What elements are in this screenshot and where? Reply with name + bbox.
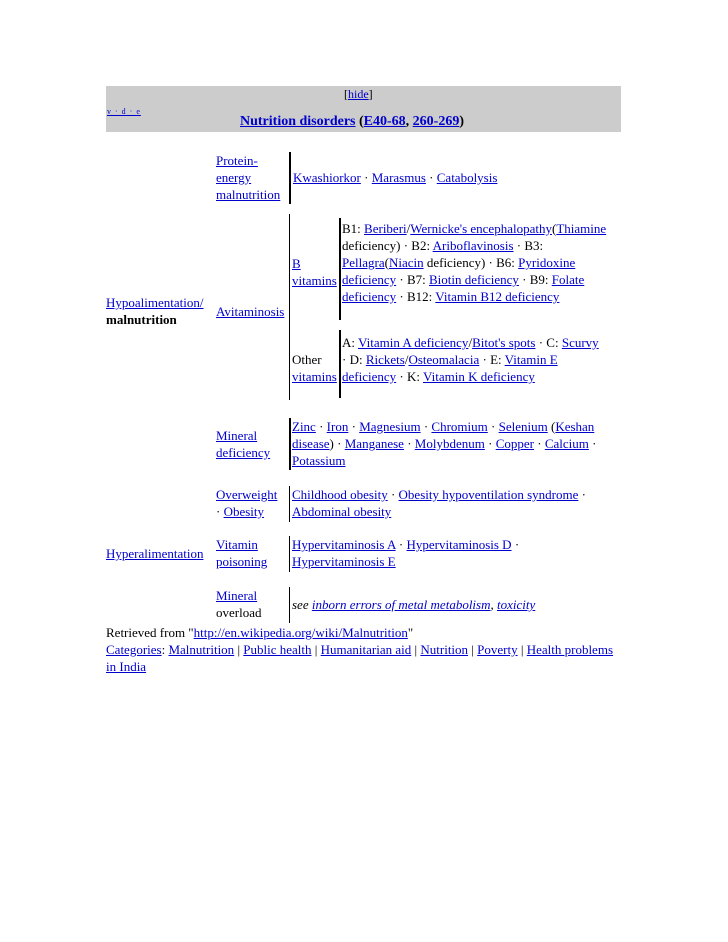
pem-list: Kwashiorkor · Marasmus · Catabolysis	[293, 170, 498, 185]
vde-links[interactable]: v · d · e	[107, 107, 141, 116]
navbox-header	[106, 86, 621, 132]
catabolysis-link[interactable]: Catabolysis	[436, 170, 498, 185]
chromium-link[interactable]: Chromium	[431, 419, 488, 434]
divider-mineral	[289, 418, 291, 470]
hypervitaminosis-a-link[interactable]: Hypervitaminosis A	[292, 537, 396, 552]
retrieved-from: Retrieved from "http://en.wikipedia.org/wiki/Malnutrition"	[106, 625, 414, 640]
divider-pem	[289, 152, 291, 204]
pem-label[interactable]: Protein- energy malnutrition	[216, 153, 281, 202]
other-vitamins-list: A: Vitamin A deficiency/Bitot's spots · C: Scurvy · D: Rickets/Osteomalacia · E: Vitamin E deficiency · K: Vitamin K deficiency	[342, 335, 599, 384]
keshan-link[interactable]: Keshan disease	[292, 419, 595, 451]
hyperalimentation-link[interactable]: Hyperalimentation	[106, 546, 204, 561]
calcium-link[interactable]: Calcium	[544, 436, 589, 451]
b-vitamins-list: B1: Beriberi/Wernicke's encephalopathy(Thiamine deficiency) · B2: Ariboflavinosis · B3: Pellagra(Niacin deficiency) · B6: Pyridoxine deficiency · B7: Biotin deficiency · B9: Folate deficiency · B12: Vitamin B12 deficiency	[342, 221, 607, 304]
mineral-overload-link[interactable]: Mineral	[216, 588, 258, 603]
b-vitamins-label[interactable]: B vitamins	[292, 256, 337, 288]
thiamine-link[interactable]: Thiamine	[556, 221, 607, 236]
retrieved-url-link[interactable]: http://en.wikipedia.org/wiki/Malnutrition	[193, 625, 408, 640]
scurvy-link[interactable]: Scurvy	[561, 335, 599, 350]
ariboflavinosis-link[interactable]: Ariboflavinosis	[432, 238, 514, 253]
b12-link[interactable]: Vitamin B12 deficiency	[435, 289, 560, 304]
divider-other	[339, 330, 341, 398]
category-malnutrition[interactable]: Malnutrition	[168, 642, 235, 657]
category-nutrition[interactable]: Nutrition	[420, 642, 469, 657]
bitot-link[interactable]: Bitot's spots	[472, 335, 536, 350]
potassium-link[interactable]: Potassium	[292, 453, 346, 468]
category-poverty[interactable]: Poverty	[477, 642, 518, 657]
mineral-overload-see: see inborn errors of metal metabolism, toxicity	[292, 597, 536, 612]
divider-b	[339, 218, 341, 320]
zinc-link[interactable]: Zinc	[292, 419, 316, 434]
wernicke-link[interactable]: Wernicke's encephalopathy	[410, 221, 552, 236]
vitamin-e-link[interactable]: Vitamin E deficiency	[342, 352, 558, 384]
divider-avit	[289, 214, 290, 400]
biotin-link[interactable]: Biotin deficiency	[429, 272, 519, 287]
obesity-link[interactable]: Obesity	[223, 504, 265, 519]
mineral-deficiency-label[interactable]: Mineral deficiency	[216, 428, 271, 460]
hypervitaminosis-e-link[interactable]: Hypervitaminosis E	[292, 554, 396, 569]
magnesium-link[interactable]: Magnesium	[359, 419, 421, 434]
vitamin-poisoning-label[interactable]: Vitamin poisoning	[216, 537, 268, 569]
mineral-overload-label: Mineral overload	[216, 588, 262, 620]
rickets-link[interactable]: Rickets	[365, 352, 405, 367]
pellagra-link[interactable]: Pellagra	[342, 255, 385, 270]
hypoalimentation-link[interactable]: Hypoalimentation/	[106, 295, 204, 310]
copper-link[interactable]: Copper	[495, 436, 534, 451]
code-link-1[interactable]: E40-68	[363, 114, 406, 129]
categories: Categories: Malnutrition | Public health | Humanitarian aid | Nutrition | Poverty | Health problems in India	[106, 642, 614, 674]
vitamin-a-link[interactable]: Vitamin A deficiency	[358, 335, 469, 350]
abdominal-obesity-link[interactable]: Abdominal obesity	[292, 504, 392, 519]
overweight-label: Overweight · Obesity	[216, 487, 278, 519]
hide-link[interactable]: hide	[348, 87, 369, 101]
manganese-link[interactable]: Manganese	[344, 436, 404, 451]
navbox-title: Nutrition disorders (E40-68, 260-269)	[240, 114, 465, 129]
code-link-2[interactable]: 260-269	[412, 114, 460, 129]
molybdenum-link[interactable]: Molybdenum	[414, 436, 485, 451]
osteomalacia-link[interactable]: Osteomalacia	[408, 352, 480, 367]
mineral-list: Zinc · Iron · Magnesium · Chromium · Selenium (Keshan disease) · Manganese · Molybdenum · Copper · Calcium · Potassium	[292, 419, 597, 468]
hypervitaminosis-d-link[interactable]: Hypervitaminosis D	[406, 537, 512, 552]
category-health-problems-india[interactable]: Health problems in India	[106, 642, 614, 674]
iron-link[interactable]: Iron	[326, 419, 349, 434]
other-vitamins-link[interactable]: vitamins	[292, 369, 337, 384]
vitamin-k-link[interactable]: Vitamin K deficiency	[423, 369, 535, 384]
beriberi-link[interactable]: Beriberi	[364, 221, 407, 236]
obesity-hypoventilation-link[interactable]: Obesity hypoventilation syndrome	[398, 487, 579, 502]
category-humanitarian-aid[interactable]: Humanitarian aid	[320, 642, 412, 657]
selenium-link[interactable]: Selenium	[498, 419, 548, 434]
hide-toggle[interactable]: [hide]	[344, 87, 373, 101]
toxicity-link[interactable]: toxicity	[497, 597, 536, 612]
divider-mineral-overload	[289, 587, 290, 623]
niacin-link[interactable]: Niacin	[388, 255, 424, 270]
avitaminosis-link[interactable]: Avitaminosis	[216, 304, 285, 319]
group-label-hypo: Hypoalimentation/ malnutrition	[106, 295, 204, 327]
pyridoxine-link[interactable]: Pyridoxine deficiency	[342, 255, 576, 287]
inborn-errors-link[interactable]: inborn errors of metal metabolism	[311, 597, 491, 612]
divider-vitamin-poisoning	[289, 536, 290, 572]
kwashiorkor-link[interactable]: Kwashiorkor	[293, 170, 361, 185]
other-vitamins-label: Other vitamins	[292, 352, 337, 384]
hypervitaminosis-list: Hypervitaminosis A · Hypervitaminosis D · Hypervitaminosis E	[292, 537, 520, 569]
title-link[interactable]: Nutrition disorders	[240, 114, 356, 129]
divider-overweight	[289, 486, 290, 522]
marasmus-link[interactable]: Marasmus	[371, 170, 426, 185]
obesity-list: Childhood obesity · Obesity hypoventilation syndrome · Abdominal obesity	[292, 487, 586, 519]
category-public-health[interactable]: Public health	[243, 642, 312, 657]
folate-link[interactable]: Folate deficiency	[342, 272, 585, 304]
childhood-obesity-link[interactable]: Childhood obesity	[292, 487, 388, 502]
categories-link[interactable]: Categories	[106, 642, 162, 657]
overweight-link[interactable]: Overweight	[216, 487, 278, 502]
